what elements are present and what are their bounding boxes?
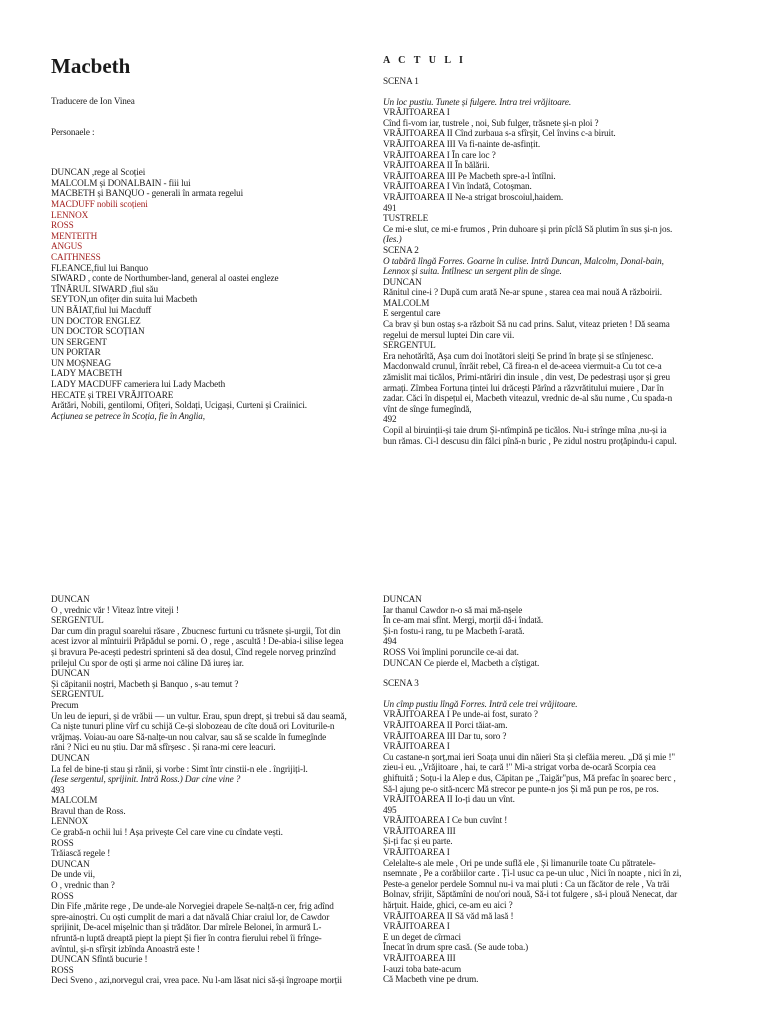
text-line: Și căpitanii noștri, Macbeth și Banquo , s-au temut ?: [51, 678, 239, 689]
text-line: VRĂJITOAREA II În bălării.: [383, 160, 490, 171]
text-line: sprijinit, De-acel mișelnic than și trădător. Dar mîrele Belonei, în armură L-: [51, 922, 322, 933]
text-line: ROSS Voi împlini poruncile ce-ai dat.: [383, 646, 519, 657]
text-line: VRĂJITOAREA III: [383, 953, 456, 963]
cast-entry: CAITHNESS: [51, 251, 101, 262]
text-line: VRĂJITOAREA I: [383, 107, 450, 118]
text-line: DUNCAN: [51, 858, 90, 869]
text-line: O tabără lîngă Forres. Goarne în culise. Intră Duncan, Malcolm, Donal-bain,: [383, 255, 664, 266]
text-line: De unde vii,: [51, 869, 95, 880]
text-line: nfruntă-n luptă dreaptă piept la piept Și fier în contra fierului rebel îi frînge-: [51, 933, 322, 943]
text-line: vrăjmaș. Voiau-au oare Să-nalțe-un nou calvar, sau să se scalde în fumegînde: [51, 731, 327, 742]
text-line: prilejul Cu spor de oști și arme noi căline Dă iureș iar.: [51, 657, 244, 668]
cast-entry: UN DOCTOR SCOȚIAN: [51, 326, 145, 337]
text-line: E sergentul care: [383, 308, 441, 319]
play-title: Macbeth: [51, 54, 131, 78]
text-line: Și-n fostu-i rang, tu pe Macbeth î-arată.: [383, 625, 525, 636]
text-line: DUNCAN: [383, 594, 422, 604]
cast-entry: DUNCAN ,rege al Scoției: [51, 167, 146, 178]
text-line: ghiftuită ; Soțu-i la Alep e dus, Căpitan pe „Taigăr"pus, Mă prefac în șoarec berc ,: [383, 772, 676, 783]
cast-entry: TÎNĂRUL SIWARD ,fiul său: [51, 283, 158, 294]
text-line: SCENA 3: [383, 678, 419, 689]
text-line: și bravura Pe-acești pedestri sprinteni să dea dosul, Cînd regele norveg prinzînd: [51, 646, 336, 657]
text-line: VRĂJITOAREA III: [383, 825, 456, 836]
blank-line: [383, 668, 718, 678]
text-line: Peste-a genelor perdele Somnul nu-i va mai pluti : Ca un făcător de rele , Va trăi: [383, 878, 670, 889]
cast-entry: LENNOX: [51, 209, 89, 220]
text-line: O , vrednic văr ! Viteaz între viteji !: [51, 604, 179, 615]
text-line: Un loc pustiu. Tunete și fulgere. Intra trei vrăjitoare.: [383, 96, 572, 107]
text-line: MALCOLM: [383, 297, 430, 308]
cast-column: [51, 54, 361, 504]
text-line: Ca niște tunuri pline vîrf cu schijă Ce-și slobozeau de cîte două ori Loviturile-n: [51, 721, 335, 732]
text-line: VRĂJITOAREA I Ce bun cuvînt !: [383, 815, 508, 826]
text-line: hărțuit. Haide, ghici, ce-am eu aici ?: [383, 900, 513, 911]
cast-entry: HECATE și TREI VRĂJITOARE: [51, 389, 174, 400]
text-lines: [383, 594, 718, 985]
cast-entry: MALCOLM și DONALBAIN - fiii lui: [51, 177, 191, 188]
page-number: 491: [383, 202, 397, 213]
page-number: 495: [383, 804, 397, 815]
text-line: Bravul than de Ross.: [51, 805, 126, 816]
text-line: Și-ți fac și eu parte.: [383, 836, 453, 847]
cast-entry: MACBETH și BANQUO - generali în armata regelui: [51, 188, 244, 199]
text-line: zămislit mai ticălos, Primi-ntăriri din insule , din vest, De pedestrași ușor și greu: [383, 372, 670, 383]
text-line: Bolnav, sfrijit, Săptămîni de nou'ori nouă, Să-i tot fulgere , să-i plouă Nenecat, dar: [383, 889, 678, 900]
page-number: 492: [383, 414, 397, 425]
persons-label: Personaele :: [51, 126, 95, 137]
text-line: Trăiască regele !: [51, 848, 111, 859]
text-lines: [383, 97, 718, 447]
scene-one-heading: SCENA 1: [383, 76, 419, 86]
translator-line: Traducere de Ion Vinea: [51, 96, 135, 106]
text-line: SERGENTUL: [383, 340, 436, 351]
text-line: SCENA 2: [383, 244, 419, 255]
text-line: VRĂJITOAREA II Ne-a strigat broscoiul,haidem.: [383, 191, 564, 202]
text-line: Macdonwald crunul, înrăit rebel, Că firea-n el de-aceea viermuit-a Cu tot ce-a: [383, 361, 662, 372]
text-line: zieu-i eu. „Vrăjitoare , hai, te cară !" Mi-a strigat vorba de-ocară Scorpia cea: [383, 762, 656, 773]
scene-two-column: [51, 594, 369, 1024]
text-line: VRĂJITOAREA III Dar tu, soro ?: [383, 730, 507, 741]
text-line: spre-ainoștri. Cu oști cumplit de mari a dat năvală Chiar craiul lor, de Cawdor: [51, 911, 330, 922]
text-line: Celelalte-s ale mele , Ori pe unde suflă ele , Și limanurile toate Cu pătratele-: [383, 857, 656, 868]
text-line: Un leu de iepuri, și de vrăbii — un vultur. Erau, spun drept, și trebui să dau seamă,: [51, 710, 347, 721]
text-line: DUNCAN: [51, 668, 90, 679]
text-line: vînt de sînge fumegîndă,: [383, 403, 472, 414]
setting-line: Acțiunea se petrece în Scoția, fie în Anglia,: [51, 410, 205, 421]
text-line: nsemnate , Pe a corăbiilor carte . Ți-l usuc ca pe-un uluc , Nici în noapte , nici în zi,: [383, 868, 682, 879]
text-line: Să-l ajung pe-o sită-ncerc Mă strecor pe punte-n jos Și mă pun pe ros, pe ros.: [383, 783, 659, 794]
cast-entry: UN MOȘNEAG: [51, 357, 111, 368]
text-line: Precum: [51, 699, 79, 710]
cast-entry: SEYTON,un ofițer din suita lui Macbeth: [51, 294, 198, 305]
text-line: ROSS: [51, 890, 74, 901]
text-line: LENNOX: [51, 816, 89, 827]
text-line: Deci Sveno , azi,norvegul crai, vrea pace. Nu l-am lăsat nici să-și îngroape morții: [51, 975, 342, 986]
text-line: I-auzi toba bate-acum: [383, 963, 461, 974]
text-line: DUNCAN Sfîntă bucurie !: [51, 954, 148, 965]
cast-entry: LADY MACDUFF cameriera lui Lady Macbeth: [51, 379, 226, 390]
cast-entry: UN DOCTOR ENGLEZ: [51, 315, 141, 326]
text-line: MALCOLM: [51, 795, 98, 806]
text-line: Înecat în drum spre casă. (Se aude toba.): [383, 942, 529, 953]
text-line: avîntul, și-n sfîrșit izbînda Anoastră este !: [51, 943, 200, 954]
cast-entry: Arătări, Nobili, gentilomi, Ofițeri, Soldați, Ucigași, Curteni și Craiinici.: [51, 400, 307, 411]
cast-entry: MENTEITH: [51, 230, 98, 241]
text-line: răni ? Nici eu nu știu. Dar mă sfîrșesc . Și rana-mi cere leacuri.: [51, 742, 276, 753]
cast-entry: UN BĂIAT,fiul lui Macduff: [51, 304, 152, 315]
text-line: Copil al biruinții-și taie drum Și-ntîmpină pe ticălos. Nu-i strînge mîna ,nu-și ia: [383, 425, 667, 435]
text-line: Dar cum din pragul soarelui răsare , Zbucnesc furtuni cu trăsnete și-urgii, Tot din: [51, 625, 341, 636]
blank-line: [383, 689, 718, 699]
text-line: zadar. Căci în dispețul ei, Macbeth viteazul, vrednic de-al său nume , Cu spada-n: [383, 393, 673, 404]
cast-entry: UN PORTAR: [51, 347, 101, 358]
text-line: SERGENTUL: [51, 615, 104, 626]
text-line: DUNCAN: [51, 594, 90, 604]
text-line: Rănitul cine-i ? După cum arată Ne-ar spune , starea cea mai nouă A războirii.: [383, 287, 662, 298]
text-line: VRĂJITOAREA III Pe Macbeth spre-a-l întîlni.: [383, 170, 556, 181]
text-line: DUNCAN Ce pierde el, Macbeth a cîștigat.: [383, 657, 540, 668]
text-line: E un deget de cîrmaci: [383, 931, 461, 942]
cast-entry: SIWARD , conte de Northumber-land, general al oastei engleze: [51, 273, 279, 284]
text-line: VRĂJITOAREA II Porci tăiat-am.: [383, 719, 508, 730]
text-line: VRĂJITOAREA I: [383, 921, 450, 932]
text-line: În ce-am mai sfînt. Mergi, morții dă-i îndată.: [383, 615, 544, 626]
text-line: ROSS: [51, 964, 74, 975]
text-line: bun rămas. Ci-l descusu din fălci pînă-n buric , Pe zidul nostru proțăpindu-i capul.: [383, 435, 677, 446]
cast-entry: FLEANCE,fiul lui Banquo: [51, 262, 148, 273]
text-line: TUSTRELE: [383, 213, 429, 224]
act-one-column: [383, 54, 718, 504]
text-line: Ce mi-e slut, ce mi-e frumos , Prin duhoare și prin pîclă Să plutim în sus și-n jos.: [383, 223, 673, 234]
text-line: VRĂJITOAREA III Va fi-nainte de-asfințit.: [383, 138, 541, 149]
cast-list: [51, 167, 361, 411]
text-line: VRĂJITOAREA II Să văd mă lasă !: [383, 910, 514, 921]
text-line: Din Fife ,mărite rege , De unde-ale Norvegiei drapele Se-nalță-n cer, frig adînd: [51, 901, 334, 912]
text-line: DUNCAN: [51, 752, 90, 763]
text-line: (Ies.): [383, 234, 402, 245]
text-line: VRĂJITOAREA I În care loc ?: [383, 149, 496, 160]
page-number: 494: [383, 636, 397, 647]
cast-entry: ROSS: [51, 220, 74, 231]
text-line: VRĂJITOAREA I Pe unde-ai fost, surato ?: [383, 709, 538, 720]
cast-entry: LADY MACBETH: [51, 368, 123, 379]
text-line: DUNCAN: [383, 276, 422, 287]
text-line: ROSS: [51, 837, 74, 848]
cast-entry: ANGUS: [51, 241, 83, 252]
text-line: Ce grabă-n ochii lui ! Așa privește Cel care vine cu cîndate vești.: [51, 827, 283, 838]
text-line: VRĂJITOAREA II Cînd zurbaua s-a sfîrșit, Cel învins c-a biruit.: [383, 128, 616, 139]
text-line: Că Macbeth vine pe drum.: [383, 974, 479, 985]
page-number: 493: [51, 784, 65, 795]
text-line: regelui de mersul luptei Din care vii.: [383, 329, 515, 340]
scene-three-column: [383, 594, 718, 1024]
text-line: Un cîmp pustiu lîngă Forres. Intră cele trei vrăjitoare.: [383, 698, 578, 709]
text-line: Lennox și suita. Întîlnesc un sergent plin de sînge.: [383, 266, 562, 277]
text-line: Cu castane-n șorț,mai ieri Soața unui din năieri Sta și clefăia mereu. „Dă și mie !": [383, 751, 676, 762]
text-line: Ca brav și bun ostaș s-a războit Să nu cad prins. Salut, viteaz prieten ! Dă seama: [383, 319, 670, 330]
text-line: VRĂJITOAREA I: [383, 741, 450, 752]
text-line: O , vrednic than ?: [51, 880, 115, 891]
cast-entry: UN SERGENT: [51, 336, 107, 347]
text-line: acest izvor al mîntuirii Prăpădul se porni. O , rege , ascultă ! De-abia-i silise legea: [51, 636, 344, 647]
page-bottom: [0, 512, 768, 1024]
act-heading: A C T U L I: [383, 55, 466, 66]
text-line: VRĂJITOAREA I Vin îndată, Cotoșman.: [383, 181, 532, 192]
text-line: Iar thanul Cawdor n-o să mai mă-nșele: [383, 604, 523, 615]
text-line: La fel de bine-ți stau și rănii, și vorbe : Simt într cinstii-n ele . îngrijiți-l.: [51, 763, 308, 774]
text-line: (Iese sergentul, sprijinit. Intră Ross.) Dar cine vine ?: [51, 774, 241, 785]
text-lines: [51, 594, 369, 986]
text-line: VRĂJITOAREA II Io-ți dau un vînt.: [383, 794, 515, 805]
text-line: armați. Zîmbea Fortuna țintei lui drăcești Părînd a răzvrătitului muiere , Dar în: [383, 382, 664, 393]
text-line: Era nehotărîtă, Așa cum doi înotători sleiți Se prind în brațe și se stînjenesc.: [383, 350, 654, 361]
text-line: SERGENTUL: [51, 689, 104, 700]
cast-entry: MACDUFF nobili scoțieni: [51, 198, 148, 209]
text-line: VRĂJITOAREA I: [383, 847, 450, 858]
text-line: Cînd fi-vom iar, tustrele , noi, Sub fulger, trăsnete și-n ploi ?: [383, 117, 599, 128]
